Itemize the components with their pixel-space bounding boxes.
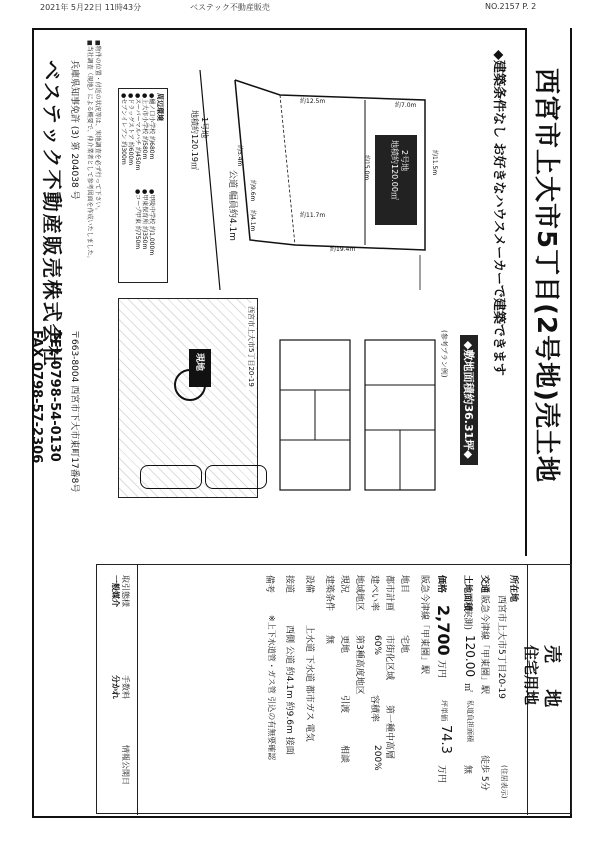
private-road-label: 私道負担面積 xyxy=(466,700,474,742)
road-info: 公道 幅員約4.1m xyxy=(227,170,237,241)
location-note: (住居表示) xyxy=(500,765,508,799)
title-band xyxy=(525,28,570,556)
lot2-label: 2号地 xyxy=(400,150,409,172)
transaction-strip xyxy=(97,565,138,815)
transport-header: 交通 xyxy=(479,575,489,594)
lot1-label: 1号地 xyxy=(200,117,209,139)
surroundings-box xyxy=(118,88,168,283)
site-label: 現地 xyxy=(194,353,204,372)
unit-price-unit: 万円 xyxy=(436,765,446,784)
area-type: (実測) xyxy=(462,605,472,631)
surroundings-title: 周辺環境 xyxy=(156,93,164,121)
transport-value: 阪急今津線「甲東園」駅 xyxy=(479,595,489,695)
location-value: 西宮市上大市5丁目20-19 xyxy=(496,595,506,699)
row-label: 容積率 xyxy=(369,695,379,723)
fee-label: 手数料 xyxy=(121,675,130,699)
company-tel: TEL 0798-54-0130 xyxy=(47,330,62,462)
area-unit: ㎡ xyxy=(462,683,472,693)
row-value: 西側 公道 約4.1m 約9.6m 接面 xyxy=(284,625,294,755)
row-label: 現況 xyxy=(339,575,349,594)
lot1-area: 地積約120.19㎡ xyxy=(190,110,199,170)
fee-value: 分かれ xyxy=(111,675,120,699)
row-value: 第一種中高層 xyxy=(384,705,394,760)
car-icon xyxy=(205,465,267,489)
info-date-label: 情報公開日 xyxy=(121,745,130,785)
company-fax: FAX 0798-57-2306 xyxy=(29,330,44,464)
headline-site-area: ◆敷地面積約36.31坪◆ xyxy=(460,335,478,465)
area-header: 土地面積 xyxy=(462,575,472,612)
fax-header xyxy=(0,0,595,14)
dim-8: 約9.6m xyxy=(249,180,256,202)
row-label: 設備 xyxy=(304,575,314,594)
row-label: 備考 xyxy=(264,575,274,594)
dim-3: 約11.5m xyxy=(431,150,438,176)
road-edge xyxy=(200,70,220,290)
surrounding-item: ●コープ甲東 約750m xyxy=(134,189,141,250)
fax-page: NO.2157 P. 2 xyxy=(485,2,537,11)
row-value: 更地 xyxy=(339,635,349,654)
surrounding-item: ●樋ノ口小学校 約680m xyxy=(148,93,155,160)
road-line xyxy=(280,95,295,245)
surrounding-item: ●セブンイレブン 約300m xyxy=(120,93,127,165)
disclaimer-1: ■物件の位置・付近の状況等は、実地調査を必ず行って下さい。 xyxy=(94,40,101,214)
site-circle xyxy=(174,369,206,401)
map-location-label: 西宮市上大市5丁目20-19 xyxy=(246,303,256,390)
area-value: 120.00 xyxy=(463,635,477,677)
dim-6: 約15.0m xyxy=(363,155,370,181)
company-name: ベステック不動産販売株式会社 xyxy=(40,60,64,368)
dim-2: 約7.0m xyxy=(395,102,417,109)
page-title: 西宮市上大市5丁目(2号地)売土地 xyxy=(531,68,561,483)
headline-no-conditions: ◆建築条件なし お好きなハウスメーカーで建築できます xyxy=(491,50,506,376)
walk-value: 徒歩 5分 xyxy=(479,755,489,791)
disclaimer-2: ■当社調査（現地）による概要で、仲介業者として参考図面を作成いたしました。 xyxy=(86,40,93,262)
fax-datetime: 2021年 5月22日 11時43分 xyxy=(40,3,142,12)
location-header: 所在地 xyxy=(508,575,518,603)
row-label: 建築条件 xyxy=(324,575,334,612)
surrounding-item: ●甲東保育所 約350m xyxy=(141,189,148,250)
row-label: 引渡 xyxy=(339,695,349,714)
private-road-value: 無 xyxy=(462,765,472,775)
car-icon xyxy=(140,465,202,489)
row-label: 地目 xyxy=(399,575,409,594)
row-value: 相談 xyxy=(339,745,349,764)
company-address: 〒663-8004 西宮市下大市東町17番8号 xyxy=(69,330,79,493)
listing-table xyxy=(96,564,572,814)
dim-5: 約19.4m xyxy=(330,246,356,253)
row-label: 接道 xyxy=(284,575,294,594)
surrounding-item: ●ドラッグストア 約600m xyxy=(127,93,134,166)
plan-label: (参考プラン例) xyxy=(440,330,448,378)
row-value: 第3種高度地区 xyxy=(354,635,364,695)
row-value: 宅地 xyxy=(399,635,409,654)
row-value: 市街化区域 xyxy=(384,635,394,681)
row-value: 60% xyxy=(372,635,382,656)
transaction-value: 一般媒介 xyxy=(111,575,120,607)
unit-price-value: 74.3 xyxy=(438,725,453,754)
company-license: 兵庫県知事免許 (3) 第 204038 号 xyxy=(69,60,79,200)
type-label: 住宅用地 xyxy=(522,645,540,706)
row-value: 上水道 下水道 都市ガス 電気 xyxy=(304,625,314,742)
unit-price-label: 坪単価 xyxy=(440,700,448,721)
surrounding-item: ●上大市小学校 約580m xyxy=(141,93,148,160)
row-label: 建ぺい率 xyxy=(369,575,379,612)
surrounding-item: ●甲陵中学校 約1,000m xyxy=(148,189,155,256)
fax-sender: ベステック不動産販売 xyxy=(190,3,270,12)
row-value: ※上下水道管・ガス管 引込の有無要確認 xyxy=(267,615,276,761)
dim-7: 約5.4m xyxy=(236,145,243,167)
row-value: 無 xyxy=(324,635,334,645)
station-line: 阪急今津線「甲東園」駅 xyxy=(419,575,429,675)
surrounding-item: ●スーパーマルハチ 約450m xyxy=(134,93,141,171)
reference-floor-plan xyxy=(275,330,445,500)
dim-1: 約12.5m xyxy=(300,98,326,105)
dim-4: 約11.7m xyxy=(300,212,326,219)
row-value: 200% xyxy=(372,745,382,771)
price-value: 2,700 xyxy=(434,605,453,656)
table-header-band xyxy=(522,565,574,815)
price-header: 価格 xyxy=(436,575,446,594)
price-unit: 万円 xyxy=(436,660,446,679)
dim-9: 約4.1m xyxy=(249,210,256,232)
lot2-area: 地積約120.00㎡ xyxy=(390,140,399,200)
row-label: 地域地区 xyxy=(354,575,364,612)
category-label: 売 地 xyxy=(541,645,562,718)
row-label: 都市計画 xyxy=(384,575,394,612)
transaction-label: 取引態様 xyxy=(121,575,130,607)
